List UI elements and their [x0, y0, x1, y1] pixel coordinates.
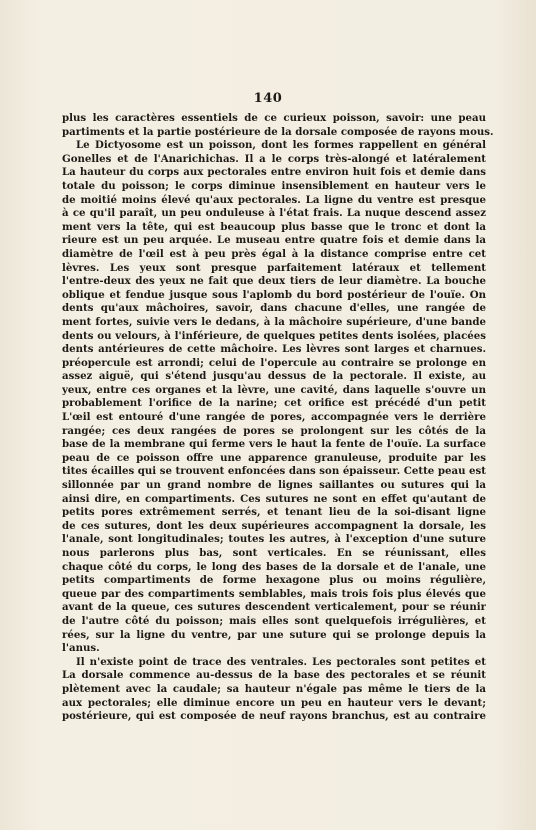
text-line: plètement avec la caudale; sa hauteur n'égale pas même le tiers de la — [62, 682, 486, 695]
page-number: 140 — [253, 91, 283, 106]
text-line: totale du poisson; le corps diminue insensiblement en hauteur vers le — [62, 179, 486, 192]
text-line: avant de la queue, ces sutures descendent verticalement, pour se réunir — [62, 601, 486, 614]
text-line: chaque côté du corps, le long des bases de la dorsale et de l'anale, une — [62, 560, 486, 573]
text-line: Gonelles et de l'Anarichichas. Il a le corps très-alongé et latéralement — [62, 152, 486, 165]
text-line: lèvres. Les yeux sont presque parfaitement latéraux et tellement — [62, 261, 486, 274]
text-line: l'anus. — [62, 642, 100, 655]
text-line: La dorsale commence au-dessus de la base des pectorales et se réunit — [62, 669, 486, 682]
paragraph — [62, 656, 486, 724]
text-line: de ces sutures, dont les deux supérieures accompagnent la dorsale, les — [62, 519, 486, 532]
text-line: à ce qu'il paraît, un peu onduleuse à l'état frais. La nuque descend assez — [62, 207, 486, 220]
text-line: queue par des compartiments semblables, mais trois fois plus élevés que — [62, 587, 486, 600]
paragraph — [62, 139, 486, 656]
text-line: base de la membrane qui ferme vers le haut la fente de l'ouïe. La surface — [62, 438, 486, 451]
text-line: dents antérieures de cette mâchoire. Les lèvres sont larges et charnues. — [62, 343, 486, 356]
text-line: postérieure, qui est composée de neuf rayons branchus, est au contraire — [62, 710, 486, 723]
text-line: préopercule est arrondi; celui de l'opercule au contraire se prolonge en — [62, 356, 486, 369]
text-line: petits pores extrêmement serrés, et tenant lieu de la soi-disant ligne — [62, 506, 486, 519]
text-line: probablement l'orifice de la narine; cet orifice est précédé d'un petit — [62, 397, 486, 410]
text-line: rées, sur la ligne du ventre, par une suture qui se prolonge depuis la — [62, 628, 486, 641]
text-line: plus les caractères essentiels de ce curieux poisson, savoir: une peau — [62, 112, 486, 124]
text-line: l'entre-deux des yeux ne fait que deux tiers de leur diamètre. La bouche — [62, 275, 486, 288]
paragraph — [62, 112, 494, 139]
text-line: ainsi dire, en compartiments. Ces sutures ne sont en effet qu'autant de — [62, 492, 486, 505]
text-line: l'anale, sont longitudinales; toutes les autres, à l'exception d'une suture — [62, 533, 486, 546]
text-line: dents qu'aux mâchoires, savoir, dans chacune d'elles, une rangée de — [62, 302, 486, 315]
text-line: oblique et fendue jusque sous l'aplomb du bord postérieur de l'ouïe. On — [62, 288, 486, 301]
text-line: dents ou velours, à l'inférieure, de quelques petites dents isolées, placées — [62, 329, 486, 342]
text-line: Il n'existe point de trace des ventrales. Les pectorales sont petites et — [76, 655, 486, 668]
text-line: assez aiguë, qui s'étend jusqu'au dessus de la pectorale. Il existe, au — [62, 370, 486, 383]
text-line: ment vers la tête, qui est beaucoup plus basse que le tronc et dont la — [62, 220, 486, 233]
text-line: partiments et la partie postérieure de la dorsale composée de rayons mous. — [62, 125, 494, 138]
text-line: yeux, entre ces organes et la lèvre, une cavité, dans laquelle s'ouvre un — [62, 383, 486, 396]
text-line: sillonnée par un grand nombre de lignes saillantes ou sutures qui la — [62, 479, 486, 492]
text-line: tites écailles qui se trouvent enfoncées dans son épaisseur. Cette peau est — [62, 465, 486, 478]
text-line: de l'autre côté du poisson; mais elles sont quelquefois irrégulières, et — [62, 614, 486, 627]
text-line: de moitié moins élevé qu'aux pectorales. La ligne du ventre est presque — [62, 193, 486, 206]
text-line: nous parlerons plus bas, sont verticales. En se réunissant, elles — [62, 547, 486, 559]
text-line: peau de ce poisson offre une apparence granuleuse, produite par les — [62, 451, 486, 464]
text-line: La hauteur du corps aux pectorales entre environ huit fois et demie dans — [62, 166, 486, 179]
text-line: rangée; ces deux rangées de pores se prolongent sur les côtés de la — [62, 424, 486, 437]
text-line: diamètre de l'œil est à peu près égal à la distance comprise entre cet — [62, 247, 486, 260]
text-line: ment fortes, suivie vers le dedans, à la mâchoire supérieure, d'une bande — [62, 315, 486, 328]
text-line: aux pectorales; elle diminue encore un peu en hauteur vers le devant; — [62, 696, 486, 709]
text-line: Le Dictyosome est un poisson, dont les formes rappellent en général — [76, 139, 486, 152]
text-line: petits compartiments de forme hexagone plus ou moins régulière, — [62, 574, 486, 587]
text-line: L'œil est entouré d'une rangée de pores, accompagnée vers le derrière — [62, 411, 486, 424]
body-text — [62, 112, 494, 724]
text-line: rieure est un peu arquée. Le museau entre quatre fois et demie dans la — [62, 234, 486, 247]
